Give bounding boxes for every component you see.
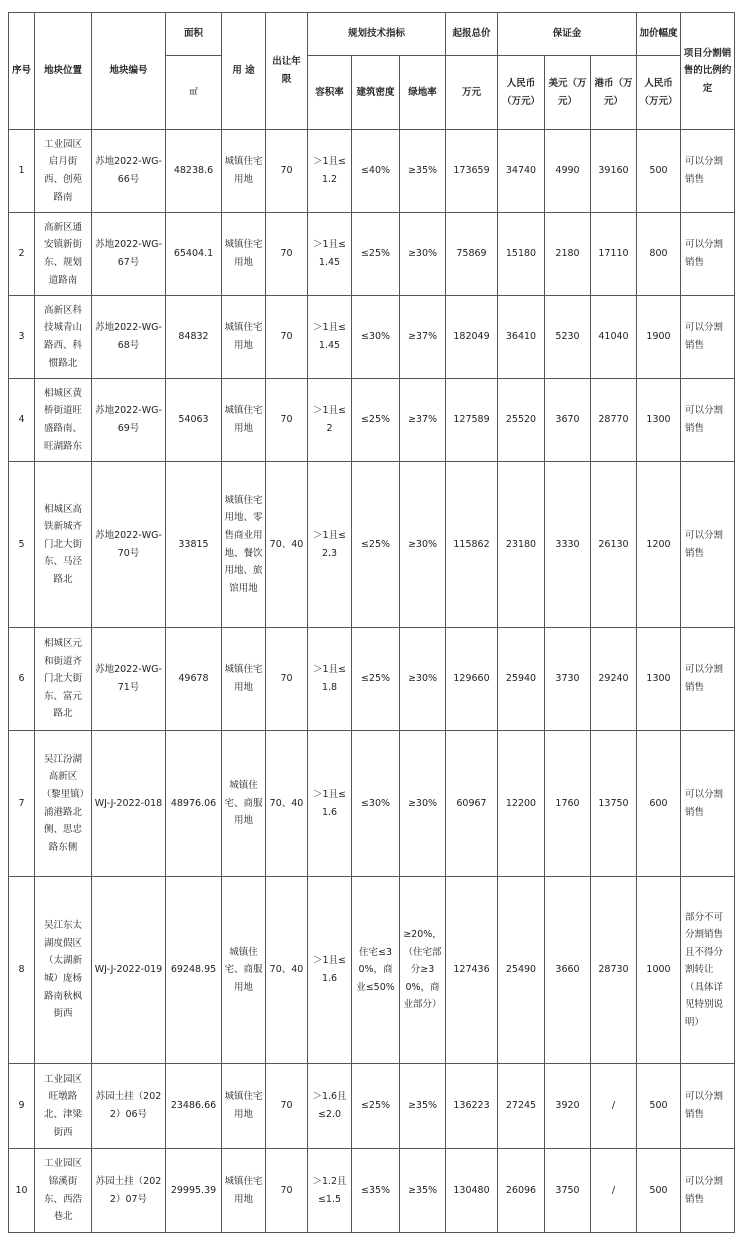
cell-use: 城镇住宅用地 [222,379,266,462]
cell-hkd: 41040 [591,296,637,379]
cell-split: 可以分割销售 [681,628,735,731]
cell-rmb: 15180 [498,213,545,296]
cell-increment: 500 [637,130,681,213]
cell-far: ＞1且≤2.3 [308,462,352,628]
cell-hkd: 26130 [591,462,637,628]
cell-far: ＞1且≤1.6 [308,877,352,1064]
header-planning: 规划技术指标 [308,13,446,56]
cell-location: 高新区通安镇新街东、规划道路南 [35,213,92,296]
table-row [9,877,735,1064]
cell-price: 60967 [446,731,498,877]
cell-rmb: 23180 [498,462,545,628]
cell-term: 70、40 [266,462,308,628]
cell-green: ≥30% [400,462,446,628]
header-code: 地块编号 [92,13,166,130]
header-area: 面积 [166,13,222,56]
cell-seq: 9 [9,1064,35,1149]
cell-usd: 2180 [545,213,591,296]
cell-location: 工业园区旺墩路北、津梁街西 [35,1064,92,1149]
cell-usd: 3330 [545,462,591,628]
header-hkd: 港币（万元） [591,56,637,130]
cell-far: ＞1.6且≤2.0 [308,1064,352,1149]
cell-green: ≥30% [400,731,446,877]
cell-term: 70 [266,130,308,213]
cell-location: 工业园区启月街西、创苑路南 [35,130,92,213]
table-row [9,130,735,213]
cell-rmb: 27245 [498,1064,545,1149]
cell-density: ≤30% [352,731,400,877]
cell-density: ≤25% [352,462,400,628]
cell-split: 可以分割销售 [681,213,735,296]
cell-split: 部分不可分割销售且不得分割转让（具体详见特别说明） [681,877,735,1064]
cell-seq: 6 [9,628,35,731]
cell-density: ≤25% [352,213,400,296]
cell-hkd: 13750 [591,731,637,877]
cell-split: 可以分割销售 [681,1149,735,1233]
cell-rmb: 25940 [498,628,545,731]
cell-term: 70 [266,1149,308,1233]
cell-term: 70 [266,628,308,731]
header-green: 绿地率 [400,56,446,130]
cell-density: ≤30% [352,296,400,379]
table-row [9,462,735,628]
cell-usd: 3920 [545,1064,591,1149]
cell-price: 75869 [446,213,498,296]
cell-seq: 8 [9,877,35,1064]
cell-far: ＞1且≤1.45 [308,296,352,379]
cell-hkd: 28730 [591,877,637,1064]
header-far: 容积率 [308,56,352,130]
table-row [9,628,735,731]
table-row [9,296,735,379]
cell-price: 115862 [446,462,498,628]
cell-green: ≥35% [400,130,446,213]
cell-far: ＞1且≤1.2 [308,130,352,213]
cell-hkd: / [591,1149,637,1233]
cell-increment: 500 [637,1064,681,1149]
cell-green: ≥35% [400,1064,446,1149]
header-area-unit: ㎡ [166,56,222,130]
table-row [9,1149,735,1233]
cell-split: 可以分割销售 [681,462,735,628]
cell-hkd: 29240 [591,628,637,731]
cell-usd: 3660 [545,877,591,1064]
cell-usd: 3750 [545,1149,591,1233]
cell-usd: 1760 [545,731,591,877]
cell-green: ≥30% [400,213,446,296]
cell-seq: 7 [9,731,35,877]
cell-price: 127436 [446,877,498,1064]
cell-usd: 5230 [545,296,591,379]
header-seq: 序号 [9,13,35,130]
cell-code: 苏地2022-WG-67号 [92,213,166,296]
cell-seq: 4 [9,379,35,462]
cell-area: 33815 [166,462,222,628]
header-start-price: 起报总价 [446,13,498,56]
cell-rmb: 25520 [498,379,545,462]
cell-density: ≤40% [352,130,400,213]
header-term: 出让年限 [266,13,308,130]
cell-hkd: / [591,1064,637,1149]
cell-term: 70 [266,379,308,462]
cell-location: 高新区科技城青山路西、科惯路北 [35,296,92,379]
cell-increment: 800 [637,213,681,296]
cell-location: 相城区高铁新城齐门北大街东、马泾路北 [35,462,92,628]
cell-area: 84832 [166,296,222,379]
cell-term: 70、40 [266,877,308,1064]
cell-far: ＞1且≤1.6 [308,731,352,877]
cell-term: 70 [266,213,308,296]
cell-density: ≤25% [352,1064,400,1149]
cell-price: 130480 [446,1149,498,1233]
cell-green: ≥30% [400,628,446,731]
cell-code: 苏地2022-WG-66号 [92,130,166,213]
cell-density: ≤25% [352,379,400,462]
header-use: 用 途 [222,13,266,130]
table-row [9,1064,735,1149]
cell-usd: 3670 [545,379,591,462]
header-split-sale: 项目分割销售的比例约定 [681,13,735,130]
cell-far: ＞1且≤1.8 [308,628,352,731]
cell-split: 可以分割销售 [681,130,735,213]
cell-term: 70 [266,296,308,379]
cell-increment: 1000 [637,877,681,1064]
cell-increment: 600 [637,731,681,877]
cell-seq: 1 [9,130,35,213]
cell-location: 工业园区锦溪街东、西浩巷北 [35,1149,92,1233]
land-parcel-table [8,12,735,1233]
cell-area: 49678 [166,628,222,731]
cell-split: 可以分割销售 [681,731,735,877]
cell-seq: 3 [9,296,35,379]
table-row [9,731,735,877]
cell-price: 129660 [446,628,498,731]
cell-increment: 1900 [637,296,681,379]
cell-seq: 5 [9,462,35,628]
header-usd: 美元（万元） [545,56,591,130]
cell-hkd: 17110 [591,213,637,296]
cell-green: ≥20%，（住宅部分≥30%，商业部分） [400,877,446,1064]
cell-split: 可以分割销售 [681,1064,735,1149]
header-rmb: 人民币（万元） [498,56,545,130]
cell-rmb: 25490 [498,877,545,1064]
cell-hkd: 39160 [591,130,637,213]
cell-area: 48976.06 [166,731,222,877]
cell-increment: 1300 [637,379,681,462]
cell-price: 136223 [446,1064,498,1149]
cell-area: 48238.6 [166,130,222,213]
cell-code: 苏地2022-WG-71号 [92,628,166,731]
header-increment: 加价幅度 [637,13,681,56]
cell-green: ≥37% [400,379,446,462]
cell-hkd: 28770 [591,379,637,462]
header-start-price-unit: 万元 [446,56,498,130]
cell-use: 城镇住宅用地 [222,130,266,213]
cell-area: 65404.1 [166,213,222,296]
cell-area: 54063 [166,379,222,462]
header-density: 建筑密度 [352,56,400,130]
table-row [9,379,735,462]
cell-seq: 2 [9,213,35,296]
cell-increment: 1200 [637,462,681,628]
cell-use: 城镇住宅用地 [222,1064,266,1149]
cell-use: 城镇住宅、商服用地 [222,731,266,877]
header-deposit: 保证金 [498,13,637,56]
cell-usd: 4990 [545,130,591,213]
cell-location: 相城区黄桥街道旺盛路南、旺湖路东 [35,379,92,462]
cell-usd: 3730 [545,628,591,731]
cell-increment: 500 [637,1149,681,1233]
cell-term: 70 [266,1064,308,1149]
cell-use: 城镇住宅用地 [222,296,266,379]
cell-density: 住宅≤30%，商业≤50% [352,877,400,1064]
cell-rmb: 36410 [498,296,545,379]
cell-term: 70、40 [266,731,308,877]
cell-rmb: 12200 [498,731,545,877]
cell-density: ≤35% [352,1149,400,1233]
cell-far: ＞1且≤1.45 [308,213,352,296]
header-increment-rmb: 人民币（万元） [637,56,681,130]
cell-code: WJ-J-2022-019 [92,877,166,1064]
cell-code: 苏地2022-WG-69号 [92,379,166,462]
cell-area: 69248.95 [166,877,222,1064]
cell-split: 可以分割销售 [681,379,735,462]
cell-far: ＞1且≤2 [308,379,352,462]
table-row [9,213,735,296]
cell-code: 苏园土挂（2022）07号 [92,1149,166,1233]
cell-seq: 10 [9,1149,35,1233]
cell-use: 城镇住宅用地 [222,213,266,296]
cell-green: ≥35% [400,1149,446,1233]
cell-use: 城镇住宅用地 [222,628,266,731]
cell-price: 127589 [446,379,498,462]
cell-use: 城镇住宅、商服用地 [222,877,266,1064]
cell-area: 29995.39 [166,1149,222,1233]
cell-use: 城镇住宅用地 [222,1149,266,1233]
cell-green: ≥37% [400,296,446,379]
cell-code: WJ-J-2022-018 [92,731,166,877]
cell-increment: 1300 [637,628,681,731]
header-location: 地块位置 [35,13,92,130]
cell-price: 182049 [446,296,498,379]
cell-location: 吴江东太湖度假区（太湖新城）庞杨路南秋枫街西 [35,877,92,1064]
cell-split: 可以分割销售 [681,296,735,379]
cell-code: 苏地2022-WG-70号 [92,462,166,628]
cell-area: 23486.66 [166,1064,222,1149]
cell-price: 173659 [446,130,498,213]
cell-location: 相城区元和街道齐门北大街东、富元路北 [35,628,92,731]
cell-location: 吴江汾湖高新区（黎里镇）浦港路北侧、思忠路东侧 [35,731,92,877]
cell-density: ≤25% [352,628,400,731]
cell-rmb: 34740 [498,130,545,213]
cell-far: ＞1.2且≤1.5 [308,1149,352,1233]
cell-rmb: 26096 [498,1149,545,1233]
cell-use: 城镇住宅用地、零售商业用地、餐饮用地、旅馆用地 [222,462,266,628]
cell-code: 苏园土挂（2022）06号 [92,1064,166,1149]
cell-code: 苏地2022-WG-68号 [92,296,166,379]
